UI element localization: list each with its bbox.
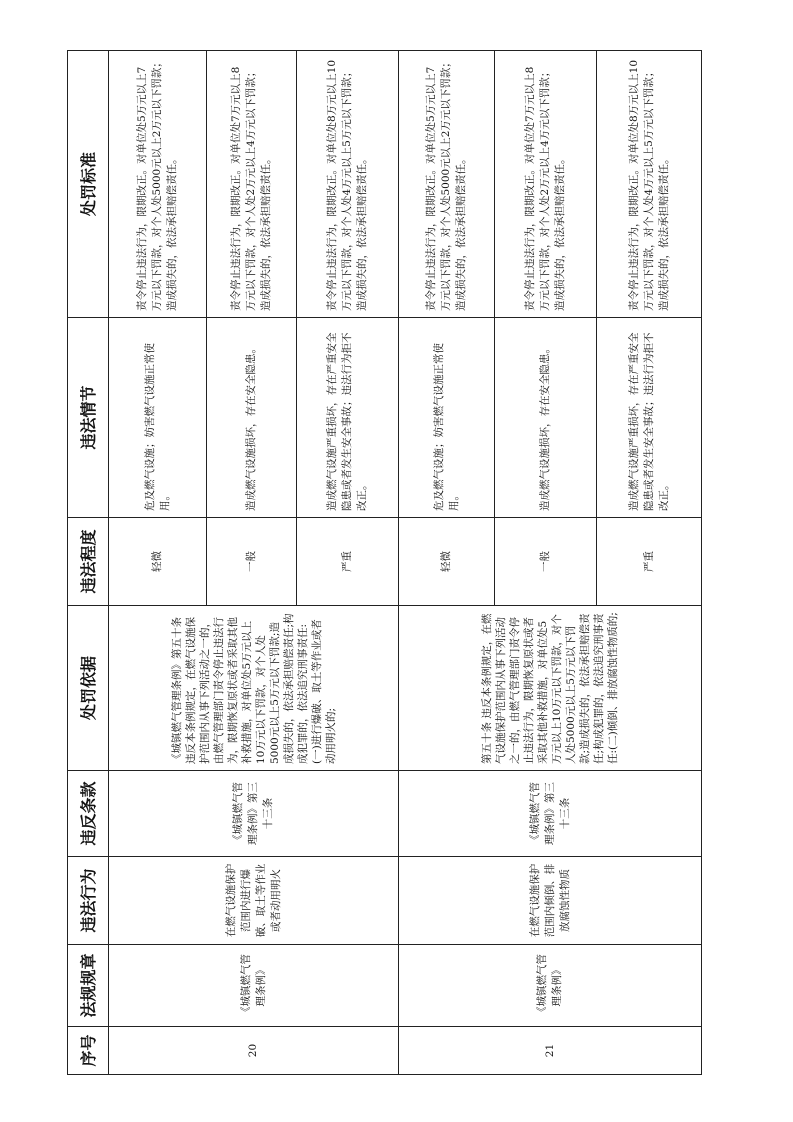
violated-clause: 《城镇燃气管理条例》第三十三条	[109, 771, 399, 857]
header-circumstance: 违法情节	[68, 318, 109, 518]
record-number: 21	[399, 1027, 702, 1075]
header-penalty: 处罚标准	[68, 51, 109, 318]
law-name: 《城镇燃气管理条例》	[109, 945, 399, 1027]
record-number: 20	[109, 1027, 399, 1075]
penalty-standard: 责令停止违法行为，限期改正。对单位处7万元以上8万元以下罚款，对个人处2万元以上4万元以下罚款；造成损失的，依法承担赔偿责任。	[495, 51, 597, 318]
violation-degree: 一般	[495, 518, 597, 606]
violation-circumstance: 造成燃气设施严重损坏，存在严重安全隐患或者发生安全事故；违法行为拒不改正。	[597, 318, 702, 518]
header-act: 违法行为	[68, 857, 109, 945]
table-row	[399, 51, 495, 1075]
violation-circumstance: 造成燃气设施损坏，存在安全隐患。	[207, 318, 297, 518]
violation-act: 在燃气设施保护范围内进行爆破、取土等作业或者动用明火	[109, 857, 399, 945]
violation-degree: 一般	[207, 518, 297, 606]
violation-circumstance: 危及燃气设施；妨害燃气设施正常使用。	[109, 318, 207, 518]
penalty-basis: 《城镇燃气管理条例》第五十条 违反本条例规定，在燃气设施保护范围内从事下列活动之一的，由燃气管理部门责令停止违法行为，限期恢复原状或者采取其他补救措施，对单位处5万元以上10万元以下罚款，对个人处5000元以上5万元以下罚款;造成损失的，依法承担赔偿责任;构成犯罪的，依法追究刑事责任:(一)进行爆破、取土等作业或者动用明火的;	[109, 606, 399, 771]
violation-degree: 轻微	[109, 518, 207, 606]
law-name: 《城镇燃气管理条例》	[399, 945, 702, 1027]
header-no: 序号	[68, 1027, 109, 1075]
penalty-standard: 责令停止违法行为，限期改正。对单位处8万元以上10万元以下罚款，对个人处4万元以上5万元以下罚款；造成损失的，依法承担赔偿责任。	[297, 51, 399, 318]
violation-act: 在燃气设施保护范围内倾倒、排放腐蚀性物质	[399, 857, 702, 945]
penalty-standard: 责令停止违法行为，限期改正。对单位处7万元以上8万元以下罚款，对个人处2万元以上4万元以下罚款；造成损失的，依法承担赔偿责任。	[207, 51, 297, 318]
header-degree: 违法程度	[68, 518, 109, 606]
violation-degree: 严重	[597, 518, 702, 606]
violation-circumstance: 造成燃气设施损坏，存在安全隐患。	[495, 318, 597, 518]
penalty-basis: 第五十条 违反本条例规定，在燃气设施保护范围内从事下列活动之一的，由燃气管理部门责令停止违法行为，限期恢复原状或者采取其他补救措施，对单位处5万元以上10万元以下罚款，对个人处5000元以上5万元以下罚款;造成损失的，依法承担赔偿责任;构成犯罪的，依法追究刑事责任:(二)倾倒、排放腐蚀性物质的;	[399, 606, 702, 771]
penalty-table	[67, 50, 702, 1075]
penalty-standard: 责令停止违法行为，限期改正。对单位处5万元以上7万元以下罚款，对个人处5000元以上2万元以下罚款；造成损失的，依法承担赔偿责任。	[109, 51, 207, 318]
table-header-row	[68, 51, 109, 1075]
header-clause: 违反条款	[68, 771, 109, 857]
penalty-table-page	[67, 51, 692, 1075]
header-basis: 处罚依据	[68, 606, 109, 771]
table-row	[109, 51, 207, 1075]
violated-clause: 《城镇燃气管理条例》第三十三条	[399, 771, 702, 857]
violation-circumstance: 造成燃气设施严重损坏，存在严重安全隐患或者发生安全事故；违法行为拒不改正。	[297, 318, 399, 518]
violation-circumstance: 危及燃气设施；妨害燃气设施正常使用。	[399, 318, 495, 518]
header-law: 法规规章	[68, 945, 109, 1027]
penalty-standard: 责令停止违法行为，限期改正。对单位处8万元以上10万元以下罚款，对个人处4万元以上5万元以下罚款；造成损失的，依法承担赔偿责任。	[597, 51, 702, 318]
penalty-standard: 责令停止违法行为，限期改正。对单位处5万元以上7万元以下罚款，对个人处5000元以上2万元以下罚款；造成损失的，依法承担赔偿责任。	[399, 51, 495, 318]
violation-degree: 轻微	[399, 518, 495, 606]
violation-degree: 严重	[297, 518, 399, 606]
